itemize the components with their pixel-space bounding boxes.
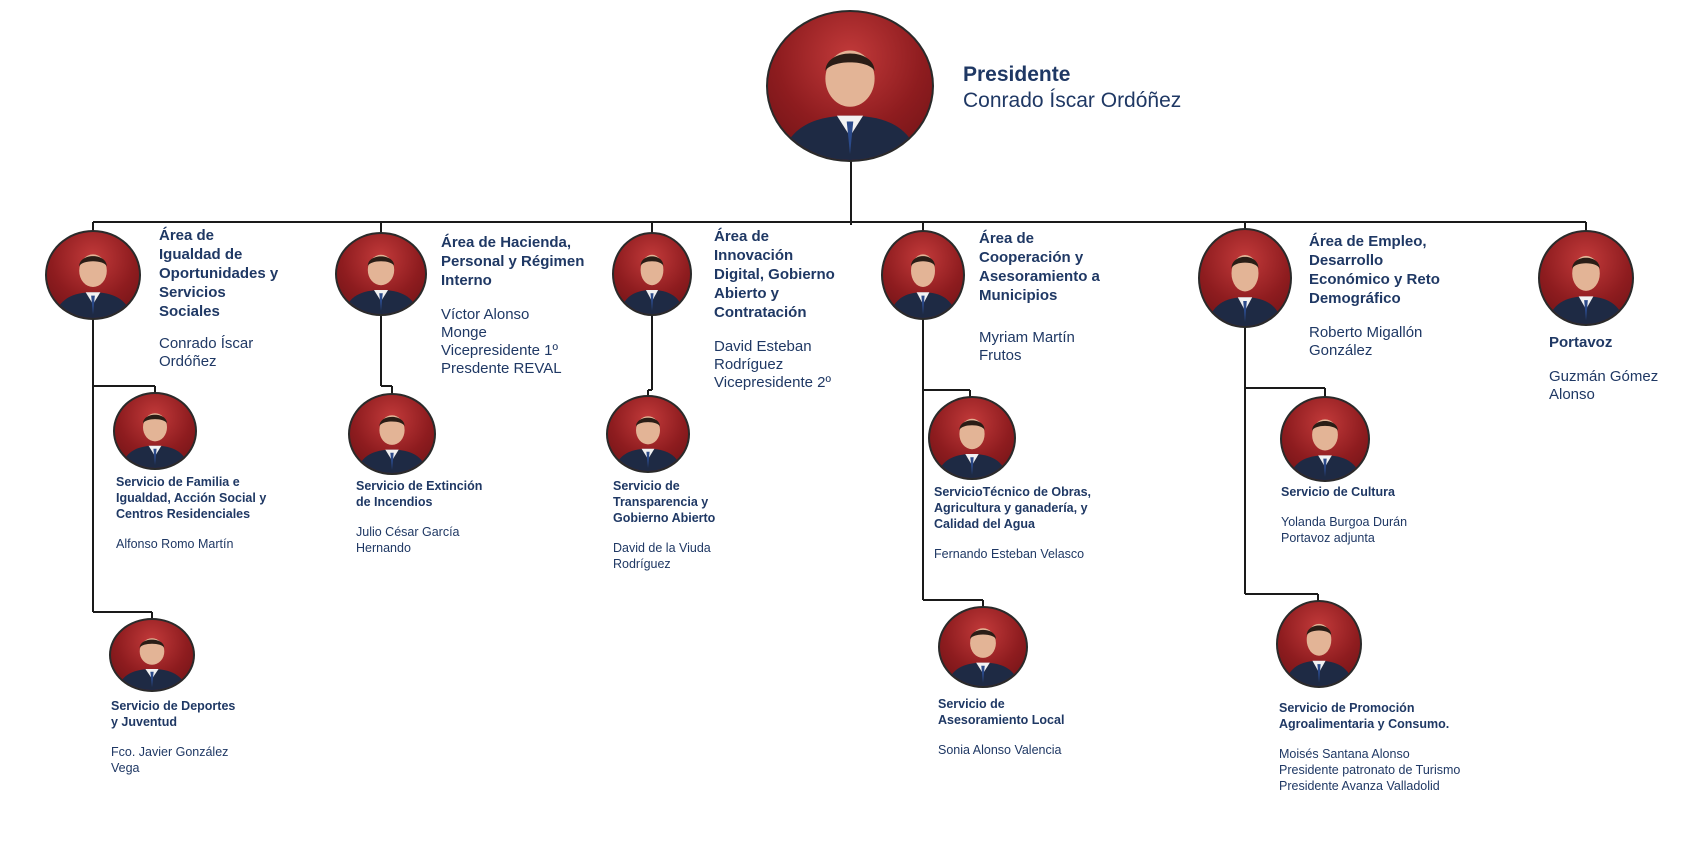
area-4-photo <box>881 230 965 320</box>
service-8-label <box>1279 700 1519 794</box>
area-3-title: Área de Innovación Digital, Gobierno Abierto y Contratación <box>714 228 835 321</box>
area-6-label <box>1549 333 1689 404</box>
service-5-label <box>934 484 1144 562</box>
service-7-person: Yolanda Burgoa Durán Portavoz adjunta <box>1281 515 1408 545</box>
portrait-icon <box>768 12 932 160</box>
service-1-title: Servicio de Familia e Igualdad, Acción Social y Centros Residenciales <box>116 475 267 521</box>
area-5-person: Roberto Migallón González <box>1309 324 1423 359</box>
area-1-title: Área de Igualdad de Oportunidades y Servicios Sociales <box>159 227 279 320</box>
service-6-photo <box>938 606 1028 688</box>
portrait-icon <box>608 397 688 471</box>
service-3-photo <box>348 393 436 475</box>
area-1-label <box>159 226 279 371</box>
area-4-label <box>979 229 1119 365</box>
portrait-icon <box>337 234 425 314</box>
portrait-icon <box>883 232 963 318</box>
service-4-photo <box>606 395 690 473</box>
service-7-photo <box>1280 396 1370 482</box>
area-3-photo <box>612 232 692 316</box>
service-5-photo <box>928 396 1016 480</box>
portrait-icon <box>1540 232 1632 324</box>
area-5-label <box>1309 232 1459 360</box>
area-2-person: Víctor Alonso Monge Vicepresidente 1º Presdente REVAL <box>441 306 562 377</box>
area-2-photo <box>335 232 427 316</box>
area-6-title: Portavoz <box>1549 334 1613 351</box>
portrait-icon <box>940 608 1026 686</box>
service-6-label <box>938 696 1148 758</box>
service-5-person: Fernando Esteban Velasco <box>934 547 1085 561</box>
service-7-title: Servicio de Cultura <box>1281 485 1395 499</box>
service-2-label <box>111 698 301 776</box>
service-8-person: Moisés Santana Alonso Presidente patronato de Turismo Presidente Avanza Valladolid <box>1279 747 1461 793</box>
area-4-title: Área de Cooperación y Asesoramiento a Municipios <box>979 230 1100 304</box>
portrait-icon <box>1282 398 1368 480</box>
service-6-title: Servicio de Asesoramiento Local <box>938 697 1065 727</box>
portrait-icon <box>115 394 195 468</box>
service-1-person: Alfonso Romo Martín <box>116 537 234 551</box>
president-name: Conrado Íscar Ordóñez <box>963 89 1182 112</box>
area-3-person: David Esteban Rodríguez Vicepresidente 2º <box>714 338 831 391</box>
president-title: Presidente <box>963 63 1071 86</box>
area-6-person: Guzmán Gómez Alonso <box>1549 368 1659 403</box>
president-photo <box>766 10 934 162</box>
service-8-title: Servicio de Promoción Agroalimentaria y Consumo. <box>1279 701 1450 731</box>
portrait-icon <box>47 232 139 318</box>
service-1-label <box>116 474 306 552</box>
area-1-photo <box>45 230 141 320</box>
service-2-title: Servicio de Deportes y Juventud <box>111 699 236 729</box>
portrait-icon <box>614 234 690 314</box>
service-7-label <box>1281 484 1491 546</box>
area-5-title: Área de Empleo, Desarrollo Económico y Reto Demográfico <box>1309 233 1440 307</box>
president-label <box>963 62 1343 114</box>
portrait-icon <box>1200 230 1290 326</box>
area-3-label <box>714 227 844 392</box>
service-3-title: Servicio de Extinción de Incendios <box>356 479 483 509</box>
area-2-label <box>441 233 591 378</box>
service-2-person: Fco. Javier González Vega <box>111 745 229 775</box>
area-4-person: Myriam Martín Frutos <box>979 329 1075 364</box>
area-2-title: Área de Hacienda, Personal y Régimen Interno <box>441 234 585 289</box>
service-3-person: Julio César García Hernando <box>356 525 460 555</box>
service-4-person: David de la Viuda Rodríguez <box>613 541 711 571</box>
service-5-title: ServicioTécnico de Obras, Agricultura y ganadería, y Calidad del Agua <box>934 485 1092 531</box>
portrait-icon <box>930 398 1014 478</box>
portrait-icon <box>350 395 434 473</box>
portrait-icon <box>111 620 193 690</box>
portrait-icon <box>1278 602 1360 686</box>
service-1-photo <box>113 392 197 470</box>
service-2-photo <box>109 618 195 692</box>
service-4-title: Servicio de Transparencia y Gobierno Abierto <box>613 479 716 525</box>
area-1-person: Conrado Íscar Ordóñez <box>159 335 254 370</box>
service-8-photo <box>1276 600 1362 688</box>
area-5-photo <box>1198 228 1292 328</box>
service-4-label <box>613 478 803 572</box>
area-6-photo <box>1538 230 1634 326</box>
service-6-person: Sonia Alonso Valencia <box>938 743 1062 757</box>
service-3-label <box>356 478 546 556</box>
